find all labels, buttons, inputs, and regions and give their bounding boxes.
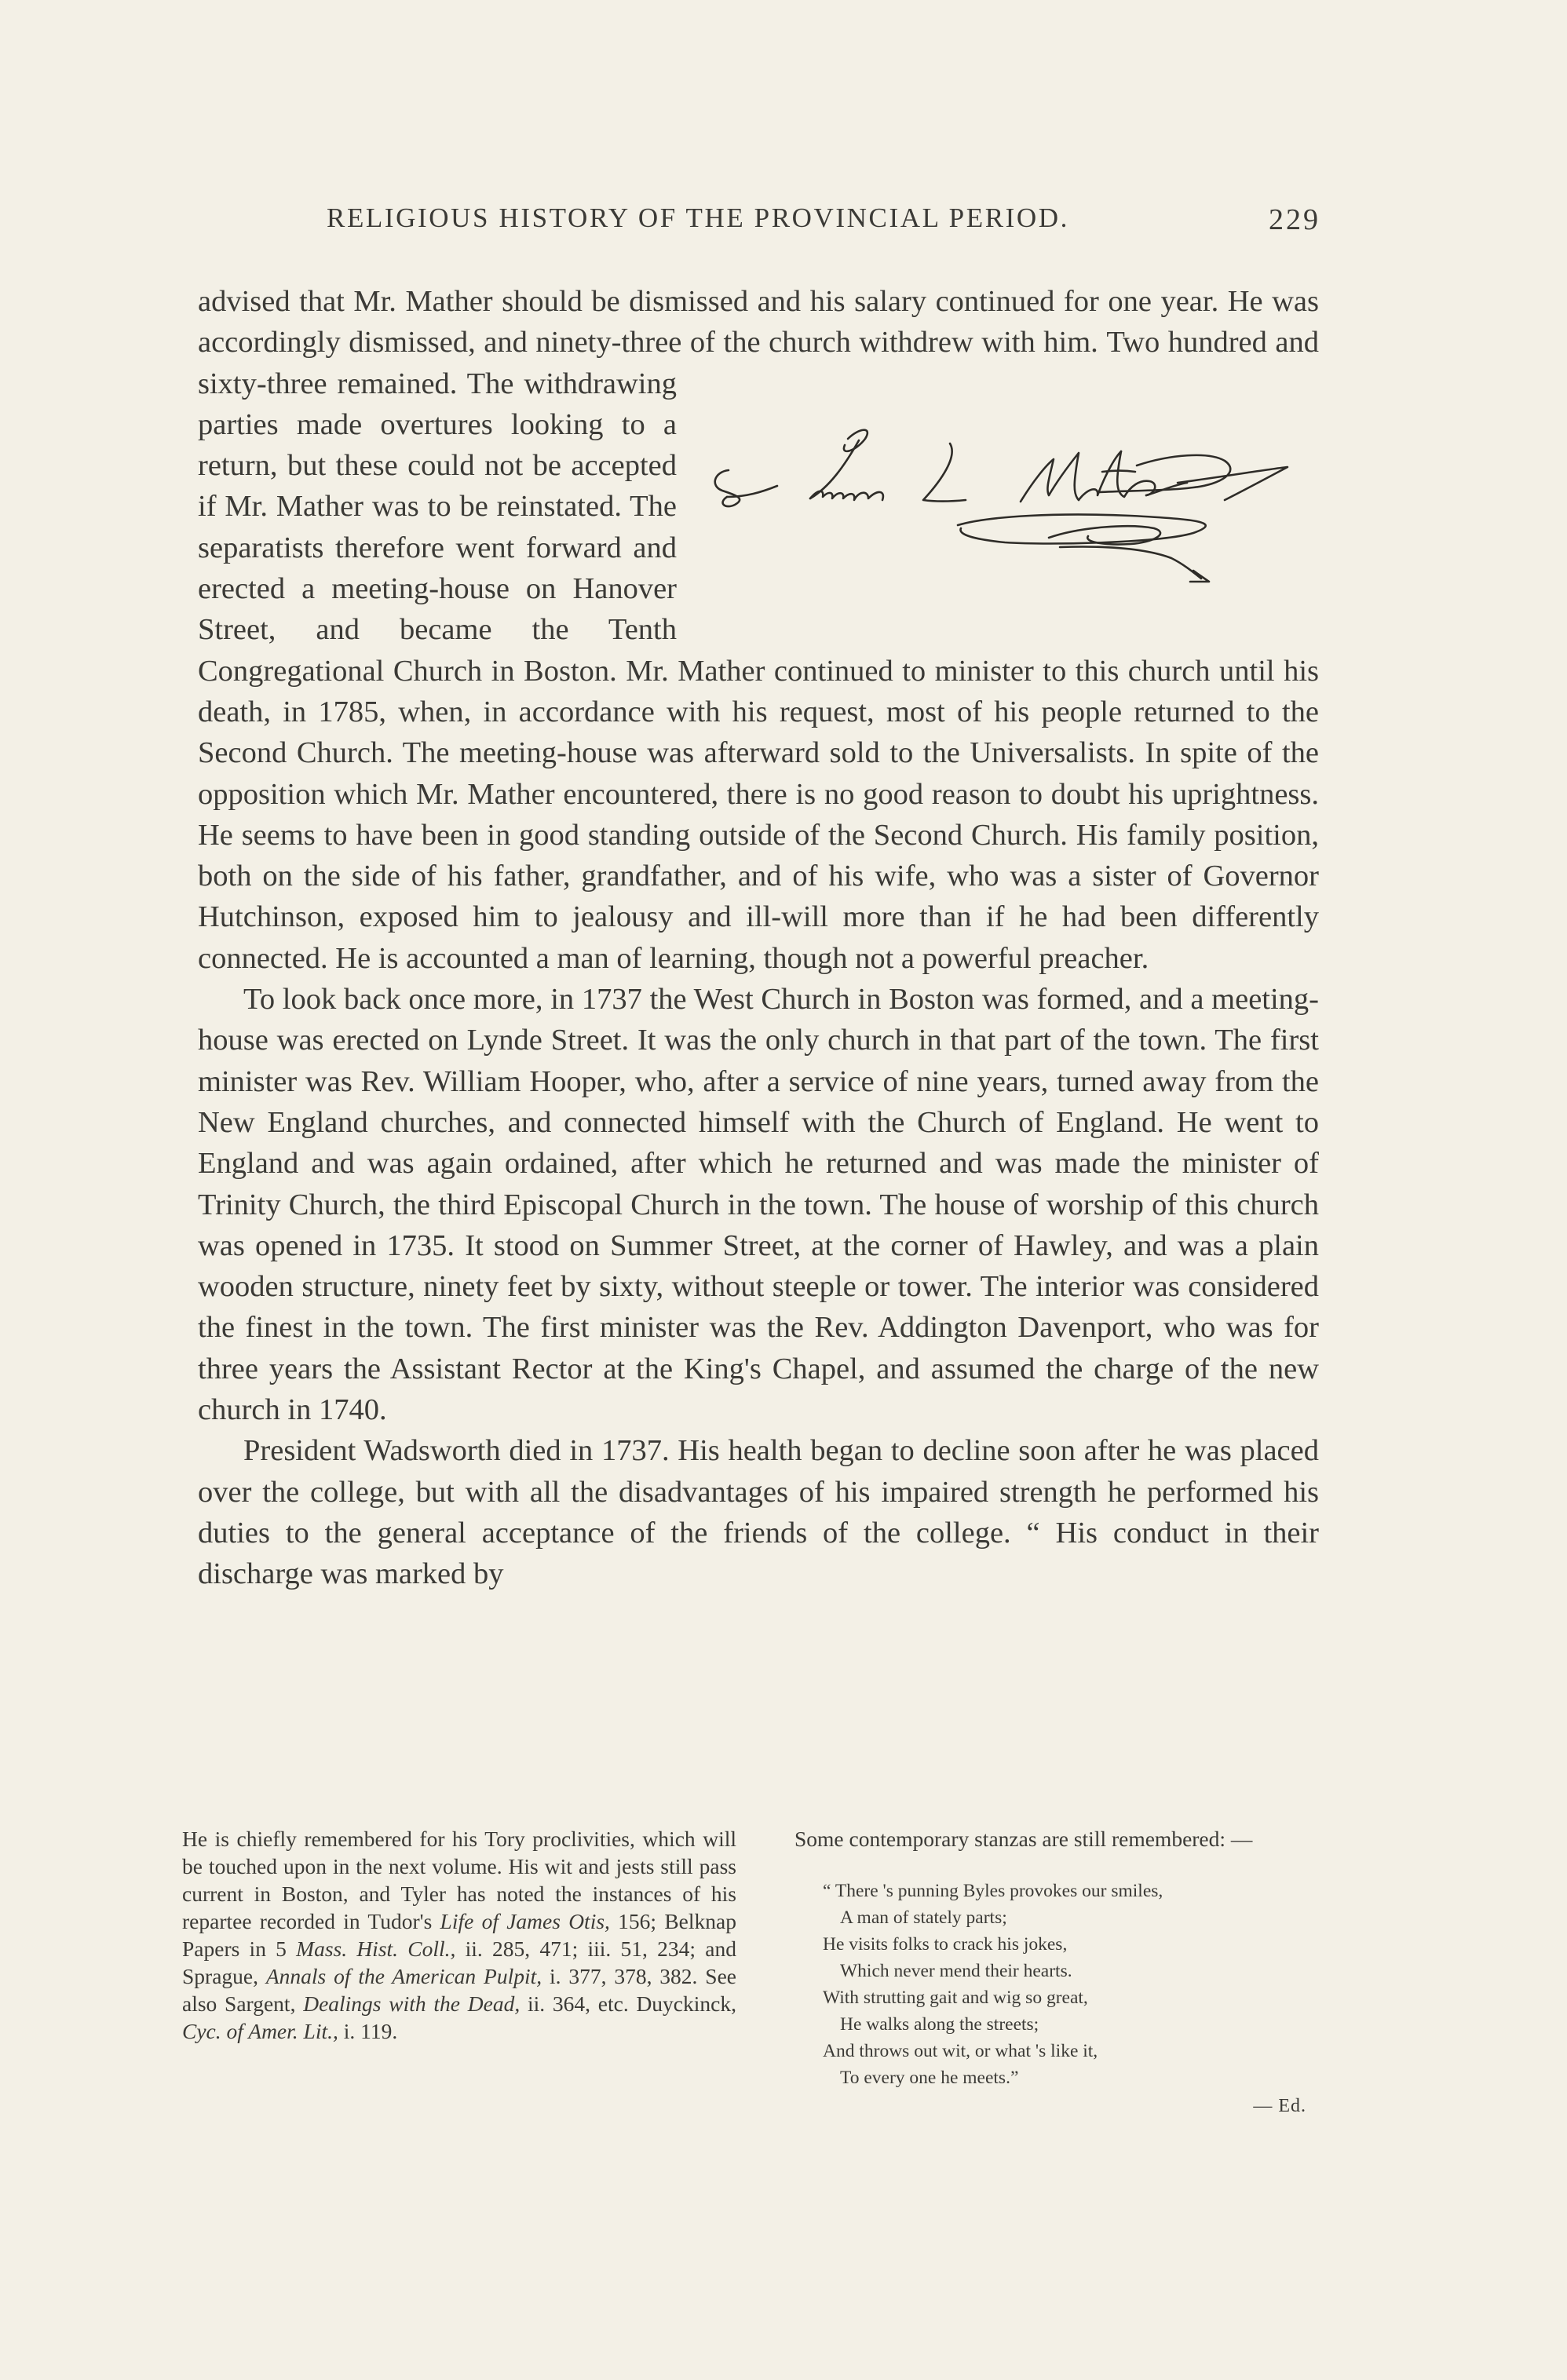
paragraph-2: To look back once more, in 1737 the West Church in Boston was formed, and a meeting-house was erected on Lynde Street. It was the only church in that part of the town. The first minister was Rev. William Hooper, who, after a service of nine years, turned away from the New England churches, and connected himself with the Church of England. He went to England and was again ordained, after which he returned and was made the minister of Trinity Church, the third Episcopal Church in the town. The house of worship of this church was opened in 1735. It stood on Summer Street, at the corner of Hawley, and was a plain wooden structure, ninety feet by sixty, without steeple or tower. The interior was considered the finest in the town. The first minister was the Rev. Addington Davenport, who was for three years the Assistant Rector at the King's Chapel, and assumed the charge of the new church in 1740.	[198, 983, 1319, 1427]
footnote-left	[182, 1825, 736, 2045]
running-head	[198, 203, 1320, 240]
footnote-title: Dealings with the Dead,	[303, 1991, 521, 2016]
footnote-text: ii. 285, 471; iii. 51, 234; and Sprague,	[182, 1936, 736, 1988]
footnote-title: Annals of the American Pulpit,	[265, 1964, 542, 1988]
signature-image	[691, 404, 1319, 610]
paragraph-1-rest: Two hundred and sixty-three remained. The withdrawing parties made overtures looking to a return, but these could not be accepted if Mr. Mather was to be reinstated. The separatists therefore went forward and erected a meeting-house on Hanover Street, and became the Tenth Congregational Church in Boston. Mr. Mather continued to minister to this church until his death, in 1785, when, in accordance with his request, most of his people returned to the Second Church. The meeting-house was afterward sold to the Universalists. In spite of the opposition which Mr. Mather encountered, there is no good reason to doubt his uprightness. He seems to have been in good standing outside of the Second Church. His family position, both on the side of his father, grandfather, and of his wife, who was a sister of Governor Hutchinson, exposed him to jealousy and ill-will more than if he had been differently connected. He is accounted a man of learning, though not a powerful preacher.	[198, 326, 1319, 975]
running-title: RELIGIOUS HISTORY OF THE PROVINCIAL PERIOD.	[327, 203, 1070, 233]
footnote-text: i. 119.	[338, 2019, 398, 2043]
paragraph-1-lead: advised that Mr. Mather should be dismissed and his salary continued for one year. He was accordingly dismissed, and ninety-three of the church withdrew with him.	[198, 285, 1319, 360]
footnote-title: Life of James Otis,	[440, 1909, 610, 1933]
verse-line: And throws out wit, or what 's like it,	[823, 2041, 1098, 2061]
editor-credit: — Ed.	[1253, 2096, 1306, 2116]
verse-line: Which never mend their hearts.	[840, 1961, 1072, 1981]
signature-drawing	[691, 404, 1319, 610]
verse-line: He visits folks to crack his jokes,	[823, 1934, 1068, 1955]
footnote-title: Mass. Hist. Coll.,	[296, 1936, 456, 1961]
verse-line: With strutting gait and wig so great,	[823, 1988, 1088, 2008]
verse-stanza	[823, 1878, 1313, 2119]
footnote-intro: Some contemporary stanzas are still remembered: —	[794, 1827, 1253, 1851]
paragraph-1	[198, 281, 1319, 979]
footnote-text: ii. 364, etc. Duyckinck,	[520, 1991, 736, 2016]
footnote-text: i. 377, 378, 382. See also Sargent,	[182, 1964, 736, 2016]
footnote-right	[794, 1825, 1313, 2119]
page-number: 229	[1269, 203, 1320, 236]
footnote-title: Cyc. of Amer. Lit.,	[182, 2019, 338, 2043]
footnote-text: 156; Belknap Papers in 5	[182, 1909, 736, 1961]
footnotes	[182, 1825, 1313, 2155]
verse-line: “ There 's punning Byles provokes our smiles,	[823, 1881, 1163, 1901]
body-text	[198, 281, 1319, 1595]
verse-line: To every one he meets.”	[840, 2068, 1019, 2088]
verse-line: A man of stately parts;	[840, 1907, 1007, 1928]
paragraph-3: President Wadsworth died in 1737. His health began to decline soon after he was placed over the college, but with all the disadvantages of his impaired strength he performed his duties to the general acceptance of the friends of the college. “ His conduct in their discharge was marked by	[198, 1434, 1319, 1591]
verse-line: He walks along the streets;	[840, 2014, 1039, 2035]
footnote-text: He is chiefly remembered for his Tory proclivities, which will be touched upon in the next volume. His wit and jests still pass current in Boston, and Tyler has noted the instances of his repartee recorded in Tudor's	[182, 1827, 736, 1933]
